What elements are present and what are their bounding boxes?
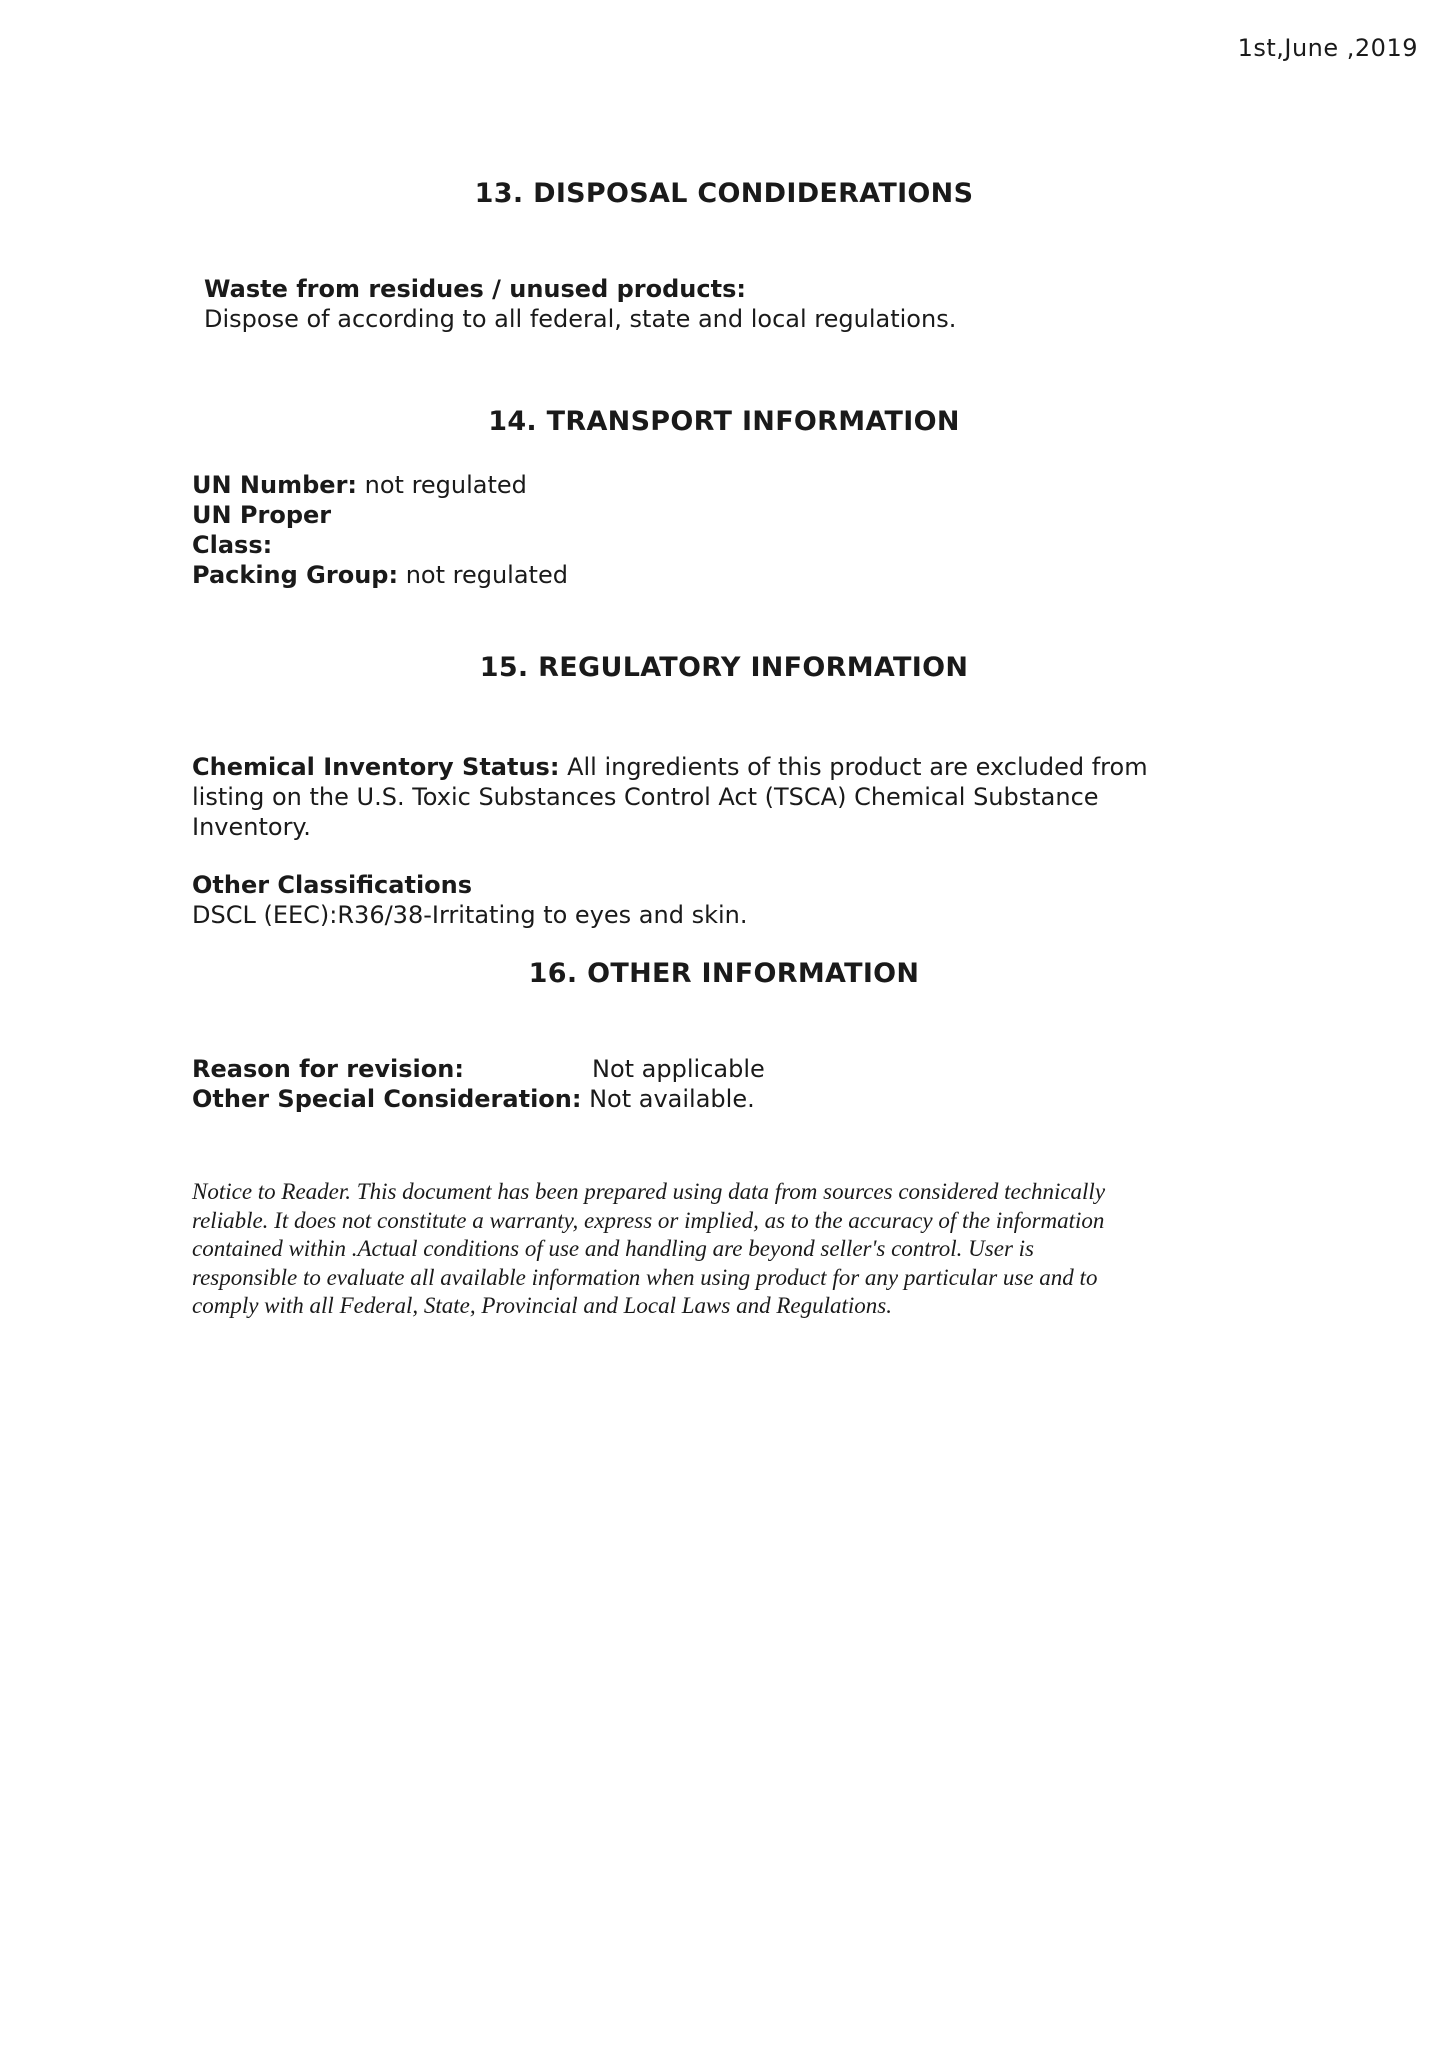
regulatory-block xyxy=(192,752,1148,842)
inventory-line-2: listing on the U.S. Toxic Substances Control Act (TSCA) Chemical Substance xyxy=(192,783,1099,811)
waste-text: Dispose of according to all federal, state and local regulations. xyxy=(204,305,957,333)
section-15-title: 15. REGULATORY INFORMATION xyxy=(479,652,969,683)
other-classifications-value: DSCL (EEC):R36/38-Irritating to eyes and skin. xyxy=(192,901,748,929)
section-14-title: 14. TRANSPORT INFORMATION xyxy=(488,406,960,437)
transport-block xyxy=(192,470,568,590)
revision-row xyxy=(192,1054,765,1084)
notice-line-4: responsible to evaluate all available information when using product for any particular use and to xyxy=(192,1264,1098,1290)
un-proper-label: UN Proper xyxy=(192,501,332,529)
un-number-row xyxy=(192,470,568,500)
notice-line-1: Notice to Reader. This document has been prepared using data from sources considered technically xyxy=(192,1179,1106,1204)
revision-value: Not applicable xyxy=(592,1055,765,1083)
revision-label: Reason for revision: xyxy=(192,1055,464,1083)
other-classifications-block xyxy=(192,870,747,930)
un-number-value: not regulated xyxy=(357,471,527,499)
other-classifications-label: Other Classifications xyxy=(192,871,473,899)
class-label: Class: xyxy=(192,531,273,559)
disposal-block xyxy=(204,274,956,334)
special-consideration-value: Not available. xyxy=(581,1085,755,1113)
inventory-line-1 xyxy=(192,752,1148,782)
packing-group-label: Packing Group: xyxy=(192,561,399,589)
notice-line-5: comply with all Federal, State, Provincial and Local Laws and Regulations. xyxy=(192,1293,892,1318)
inventory-line-3: Inventory. xyxy=(192,813,311,841)
other-info-block xyxy=(192,1054,765,1114)
notice-line-2: reliable. It does not constitute a warranty, express or implied, as to the accuracy of the information xyxy=(192,1207,1105,1233)
section-16-title: 16. OTHER INFORMATION xyxy=(528,958,920,989)
section-13-title: 13. DISPOSAL CONDIDERATIONS xyxy=(474,178,974,209)
packing-group-value: not regulated xyxy=(398,561,568,589)
special-consideration-label: Other Special Consideration: xyxy=(192,1085,582,1113)
notice-to-reader xyxy=(192,1178,1192,1321)
inventory-text-1: All ingredients of this product are excluded from xyxy=(559,753,1148,781)
waste-label: Waste from residues / unused products: xyxy=(204,275,746,303)
special-consideration-row xyxy=(192,1084,765,1114)
inventory-label: Chemical Inventory Status: xyxy=(192,753,560,781)
notice-line-3: contained within .Actual conditions of use and handling are beyond seller's control. User is xyxy=(192,1236,1034,1261)
document-date: 1st,June ,2019 xyxy=(1237,34,1418,62)
packing-group-row xyxy=(192,560,568,590)
un-number-label: UN Number: xyxy=(192,471,357,499)
